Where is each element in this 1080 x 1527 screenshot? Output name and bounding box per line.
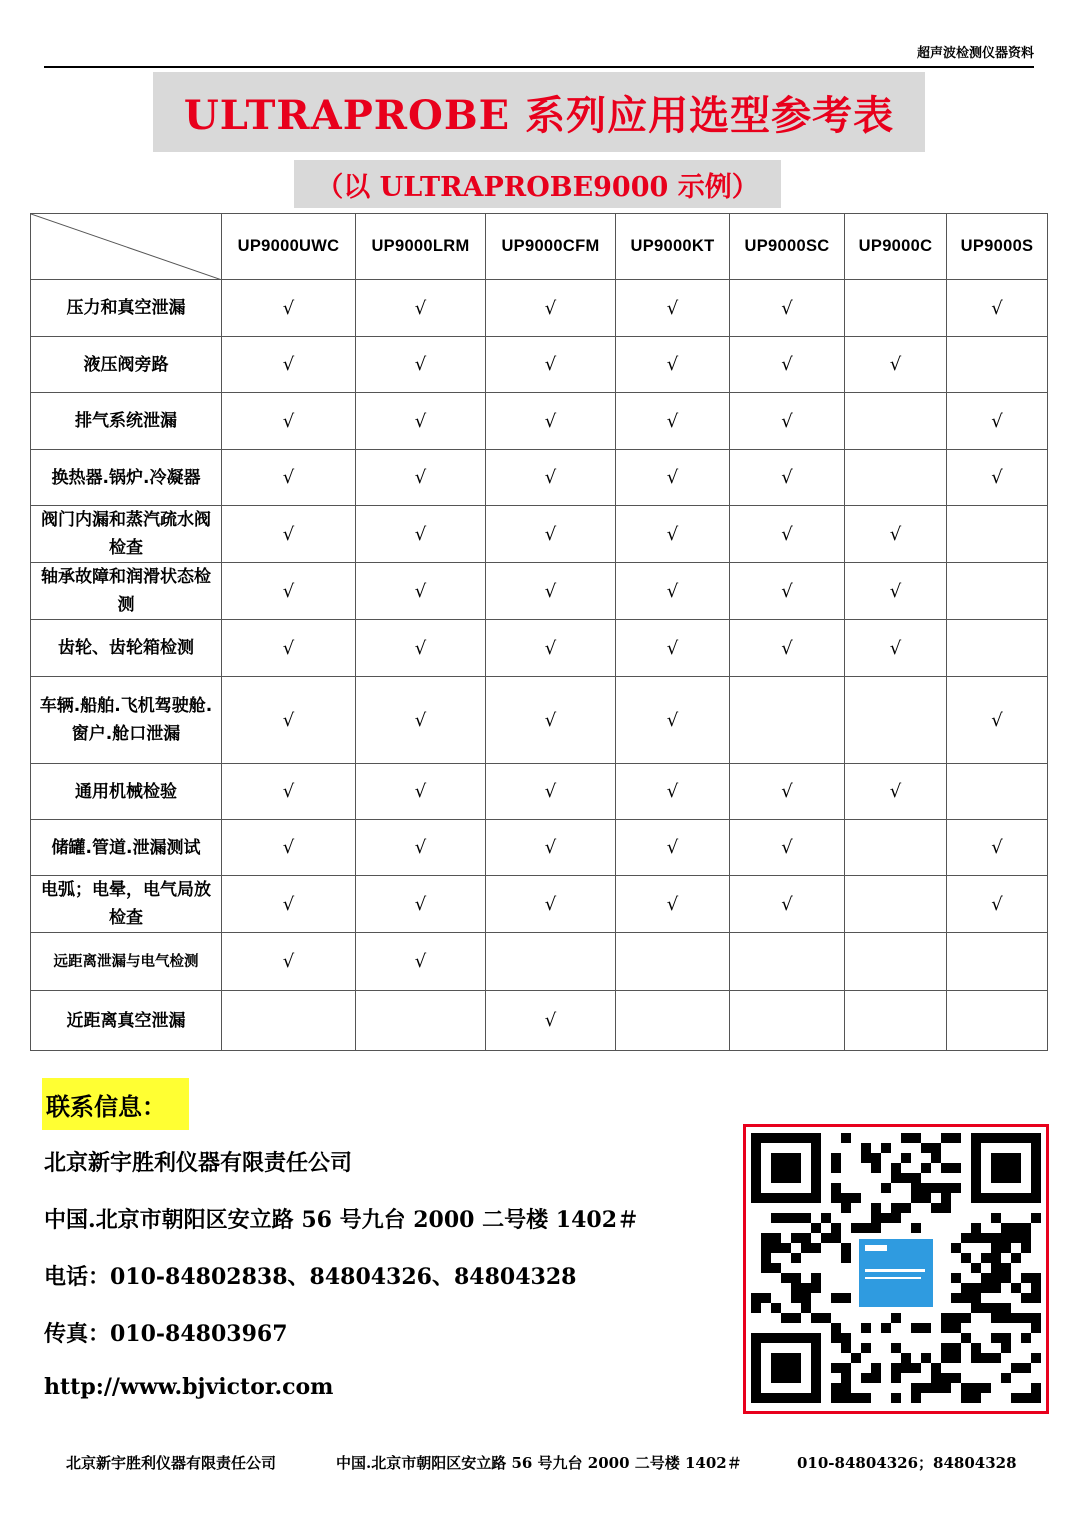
check-cell: √ (616, 677, 730, 764)
check-cell: √ (616, 337, 730, 393)
check-cell: √ (222, 820, 356, 876)
check-cell (845, 991, 947, 1051)
header-note: 超声波检测仪器资料 (916, 46, 1034, 61)
check-cell: √ (730, 620, 845, 677)
check-cell: √ (947, 876, 1048, 933)
check-cell: √ (222, 764, 356, 820)
qr-code (743, 1124, 1049, 1414)
check-cell: √ (486, 991, 616, 1051)
check-cell: √ (486, 677, 616, 764)
check-cell: √ (947, 677, 1048, 764)
check-cell (845, 933, 947, 991)
column-header: UP9000CFM (486, 214, 616, 280)
check-cell: √ (947, 393, 1048, 450)
table-row (31, 620, 1048, 677)
check-cell: √ (486, 280, 616, 337)
check-cell: √ (616, 764, 730, 820)
check-cell: √ (356, 393, 486, 450)
contact-address: 中国.北京市朝阳区安立路 56 号九台 2000 二号楼 1402＃ (44, 1207, 640, 1233)
check-cell: √ (845, 563, 947, 620)
check-cell: √ (616, 280, 730, 337)
contact-fax: 传真：010-84803967 (44, 1321, 288, 1347)
check-cell: √ (356, 563, 486, 620)
check-cell: √ (616, 563, 730, 620)
footer-company: 北京新宇胜利仪器有限责任公司 (66, 1454, 277, 1472)
check-cell (730, 991, 845, 1051)
check-cell: √ (845, 337, 947, 393)
row-label: 远距离泄漏与电气检测 (31, 933, 222, 991)
row-label: 轴承故障和润滑状态检测 (31, 563, 222, 620)
check-cell: √ (486, 393, 616, 450)
check-cell (356, 991, 486, 1051)
check-cell (845, 820, 947, 876)
check-cell (616, 933, 730, 991)
table-row (31, 450, 1048, 506)
check-cell: √ (486, 563, 616, 620)
check-cell: √ (356, 677, 486, 764)
row-label: 车辆.船舶.飞机驾驶舱.窗户.舱口泄漏 (31, 677, 222, 764)
subtitle-banner (294, 160, 781, 208)
check-cell: √ (486, 620, 616, 677)
footer-phone: 010-84804326；84804328 (797, 1454, 1017, 1472)
check-cell: √ (486, 764, 616, 820)
column-header: UP9000KT (616, 214, 730, 280)
check-cell: √ (845, 620, 947, 677)
table-row (31, 876, 1048, 933)
table-row (31, 677, 1048, 764)
qr-code-image (746, 1127, 1046, 1411)
check-cell: √ (730, 393, 845, 450)
check-cell (947, 563, 1048, 620)
page-subtitle: （以 ULTRAPROBE9000 示例） (316, 171, 759, 203)
column-header: UP9000UWC (222, 214, 356, 280)
contact-company: 北京新宇胜利仪器有限责任公司 (44, 1150, 353, 1176)
check-cell (730, 677, 845, 764)
check-cell (845, 393, 947, 450)
check-cell: √ (730, 563, 845, 620)
check-cell: √ (356, 620, 486, 677)
row-label: 近距离真空泄漏 (31, 991, 222, 1051)
check-cell: √ (616, 506, 730, 563)
row-label: 换热器.锅炉.冷凝器 (31, 450, 222, 506)
check-cell (616, 991, 730, 1051)
table-row (31, 337, 1048, 393)
table-row (31, 991, 1048, 1051)
check-cell: √ (222, 393, 356, 450)
check-cell (947, 933, 1048, 991)
check-cell: √ (486, 450, 616, 506)
check-cell (845, 280, 947, 337)
contact-heading-box (42, 1078, 189, 1130)
table-row (31, 393, 1048, 450)
contact-phone: 电话：010-84802838、84804326、84804328 (44, 1264, 577, 1290)
page-title: ULTRAPROBE 系列应用选型参考表 (183, 91, 895, 139)
table-row (31, 280, 1048, 337)
table-row (31, 764, 1048, 820)
check-cell: √ (222, 876, 356, 933)
table-header-row (31, 214, 1048, 280)
check-cell: √ (486, 876, 616, 933)
title-banner (153, 72, 925, 152)
check-cell: √ (845, 506, 947, 563)
check-cell: √ (356, 337, 486, 393)
check-cell (845, 450, 947, 506)
table-body (31, 280, 1048, 1051)
check-cell: √ (730, 820, 845, 876)
check-cell (947, 337, 1048, 393)
check-cell: √ (356, 506, 486, 563)
check-cell: √ (730, 876, 845, 933)
check-cell: √ (486, 337, 616, 393)
check-cell: √ (222, 280, 356, 337)
check-cell: √ (222, 620, 356, 677)
check-cell: √ (845, 764, 947, 820)
check-cell (947, 764, 1048, 820)
row-label: 储罐.管道.泄漏测试 (31, 820, 222, 876)
check-cell (947, 620, 1048, 677)
check-cell (947, 991, 1048, 1051)
check-cell: √ (730, 337, 845, 393)
column-header: UP9000LRM (356, 214, 486, 280)
column-header: UP9000C (845, 214, 947, 280)
check-cell (845, 876, 947, 933)
check-cell (222, 991, 356, 1051)
check-cell (730, 933, 845, 991)
column-header: UP9000S (947, 214, 1048, 280)
check-cell: √ (947, 450, 1048, 506)
table-row (31, 933, 1048, 991)
check-cell (845, 677, 947, 764)
check-cell: √ (222, 563, 356, 620)
check-cell: √ (356, 280, 486, 337)
check-cell: √ (356, 933, 486, 991)
column-header: UP9000SC (730, 214, 845, 280)
check-cell: √ (356, 764, 486, 820)
check-cell: √ (356, 450, 486, 506)
check-cell: √ (356, 876, 486, 933)
check-cell: √ (730, 764, 845, 820)
check-cell: √ (616, 393, 730, 450)
table-row (31, 506, 1048, 563)
row-label: 液压阀旁路 (31, 337, 222, 393)
table-row (31, 563, 1048, 620)
check-cell: √ (730, 280, 845, 337)
check-cell: √ (616, 876, 730, 933)
check-cell: √ (730, 450, 845, 506)
contact-website[interactable]: http://www.bjvictor.com (44, 1374, 334, 1400)
check-cell: √ (222, 337, 356, 393)
check-cell: √ (356, 820, 486, 876)
check-cell: √ (222, 506, 356, 563)
check-cell: √ (222, 933, 356, 991)
check-cell: √ (486, 506, 616, 563)
row-label: 阀门内漏和蒸汽疏水阀检查 (31, 506, 222, 563)
check-cell (947, 506, 1048, 563)
contact-heading: 联系信息： (46, 1092, 166, 1121)
corner-cell (31, 214, 222, 280)
diagonal-line (31, 214, 222, 280)
check-cell: √ (616, 620, 730, 677)
check-cell: √ (616, 450, 730, 506)
row-label: 电弧；电晕，电气局放检查 (31, 876, 222, 933)
check-cell: √ (947, 280, 1048, 337)
check-cell: √ (222, 677, 356, 764)
check-cell: √ (222, 450, 356, 506)
row-label: 压力和真空泄漏 (31, 280, 222, 337)
header-rule (44, 66, 1034, 68)
row-label: 齿轮、齿轮箱检测 (31, 620, 222, 677)
check-cell: √ (486, 820, 616, 876)
check-cell (486, 933, 616, 991)
check-cell: √ (730, 506, 845, 563)
check-cell: √ (947, 820, 1048, 876)
footer-address: 中国.北京市朝阳区安立路 56 号九台 2000 二号楼 1402＃ (336, 1454, 742, 1472)
check-cell: √ (616, 820, 730, 876)
row-label: 通用机械检验 (31, 764, 222, 820)
selection-table (30, 213, 1048, 1051)
row-label: 排气系统泄漏 (31, 393, 222, 450)
table-row (31, 820, 1048, 876)
